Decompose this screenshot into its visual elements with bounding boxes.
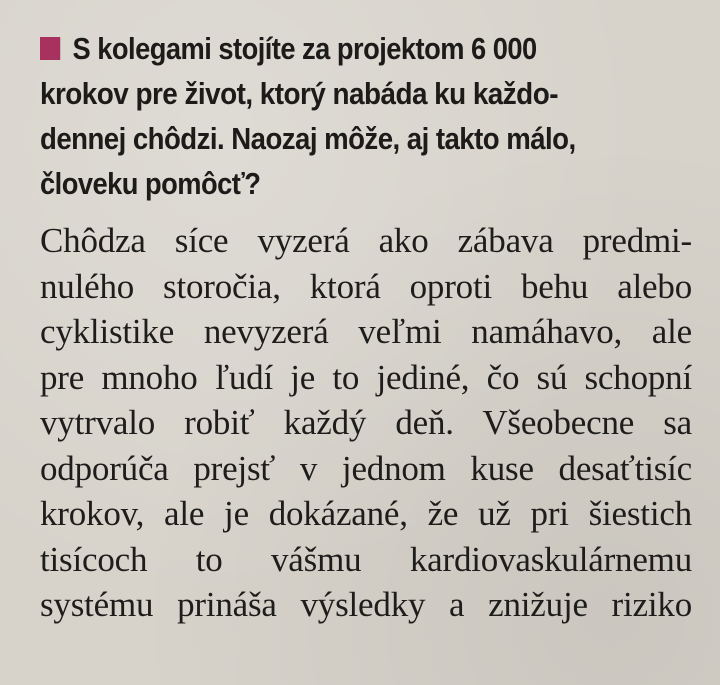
square-bullet-icon xyxy=(40,37,60,60)
answer-line-3: cyklistike nevyzerá veľmi namáhavo, ale xyxy=(40,312,692,351)
answer-line-2: nulého storočia, ktorá oproti behu alebo xyxy=(40,266,692,306)
answer-line-8: tisícoch to vášmu kardiovaskulárnemu xyxy=(40,539,692,579)
question-line-3: dennej chôdzi. Naozaj môže, aj takto málo, xyxy=(40,121,576,156)
question-line-1 xyxy=(40,26,621,71)
interview-answer xyxy=(40,218,700,628)
answer-line-7: krokov, ale je dokázané, že už pri šiestich xyxy=(40,494,692,533)
answer-line-6: odporúča prejsť v jednom kuse desaťtisíc xyxy=(40,448,692,488)
answer-line-1: Chôdza síce vyzerá ako zábava predmi- xyxy=(40,221,692,260)
question-line-2: krokov pre život, ktorý nabáda ku každo- xyxy=(40,76,558,111)
answer-line-5: vytrvalo robiť každý deň. Všeobecne sa xyxy=(40,403,692,442)
answer-line-9: systému prináša výsledky a znižuje riziko xyxy=(40,585,692,624)
interview-question xyxy=(40,26,700,206)
question-line-4: človeku pomôcť? xyxy=(40,166,261,201)
question-line-1-text: S kolegami stojíte za projektom 6 000 xyxy=(72,31,537,66)
answer-line-4: pre mnoho ľudí je to jediné, čo sú schopní xyxy=(40,357,692,397)
